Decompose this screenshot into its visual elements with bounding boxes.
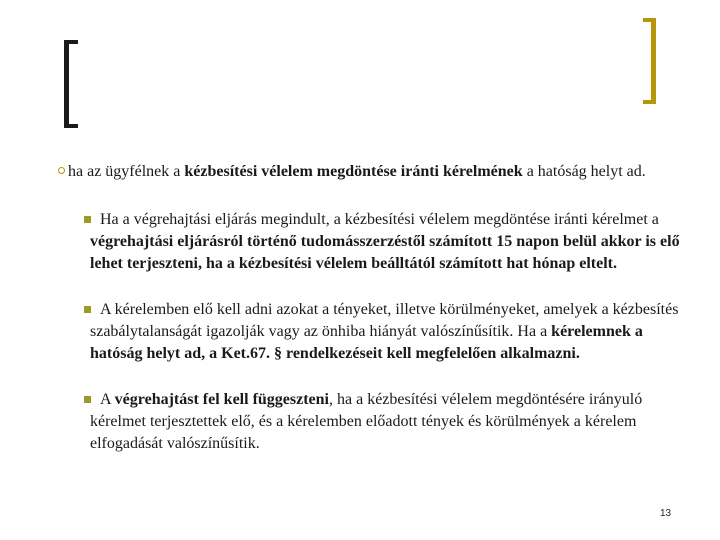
ring-bullet-icon — [58, 167, 65, 174]
bullet-3-text-bold: végrehajtást fel kell függeszteni — [114, 391, 329, 408]
left-bracket-decoration — [64, 40, 69, 128]
level1-text-a: ha az ügyfélnek a — [68, 163, 185, 180]
bullet-item-3 — [90, 389, 690, 455]
right-bracket-decoration — [651, 18, 656, 104]
bullet-item-2 — [90, 299, 690, 365]
square-bullet-icon — [84, 216, 91, 223]
bullet-2-text-bold: kérelemnek a hatóság helyt ad, a Ket.67. § rendelkezéseit kell megfelelően alkalmazni. — [90, 323, 643, 362]
level1-text-bold: kézbesítési vélelem megdöntése iránti kérelmének — [184, 163, 523, 180]
left-bracket-top — [64, 40, 78, 44]
bullet-2-text — [90, 299, 690, 365]
level1-text-b: a hatóság helyt ad. — [522, 163, 646, 180]
square-bullet-icon — [84, 306, 91, 313]
bullet-1-text-a: Ha a végrehajtási eljárás megindult, a kézbesítési vélelem megdöntése iránti kérelmet a — [100, 211, 659, 228]
left-bracket-bottom — [64, 124, 78, 128]
bullet-1-text-bold: végrehajtási eljárásról történő tudomásszerzéstől számított 15 napon belül akkor is elő lehet terjeszteni, ha a kézbesítési vélelem beálltától számított hat hónap eltelt. — [90, 233, 680, 272]
right-bracket-bottom — [643, 100, 656, 104]
right-bracket-top — [643, 18, 656, 22]
bullet-item-1 — [90, 209, 690, 275]
bullet-3-text-a: A — [100, 391, 115, 408]
bullet-3-text — [90, 389, 690, 455]
level1-text — [68, 161, 668, 183]
page-number: 13 — [660, 508, 672, 519]
bullet-3-text-b: , ha a kézbesítési vélelem megdöntésére irányuló kérelmet terjesztettek elő, és a kérelemben előadott tények és körülmények a kérelem elfogadását valószínűsítik. — [90, 391, 643, 452]
bullet-1-text — [90, 209, 690, 275]
level1-bullet — [68, 161, 668, 183]
bullet-2-text-a: A kérelemben elő kell adni azokat a tényeket, illetve körülményeket, amelyek a kézbesítés szabálytalanságát igazolják vagy az önhiba hiányát valószínűsítik. Ha a — [90, 301, 679, 340]
square-bullet-icon — [84, 396, 91, 403]
